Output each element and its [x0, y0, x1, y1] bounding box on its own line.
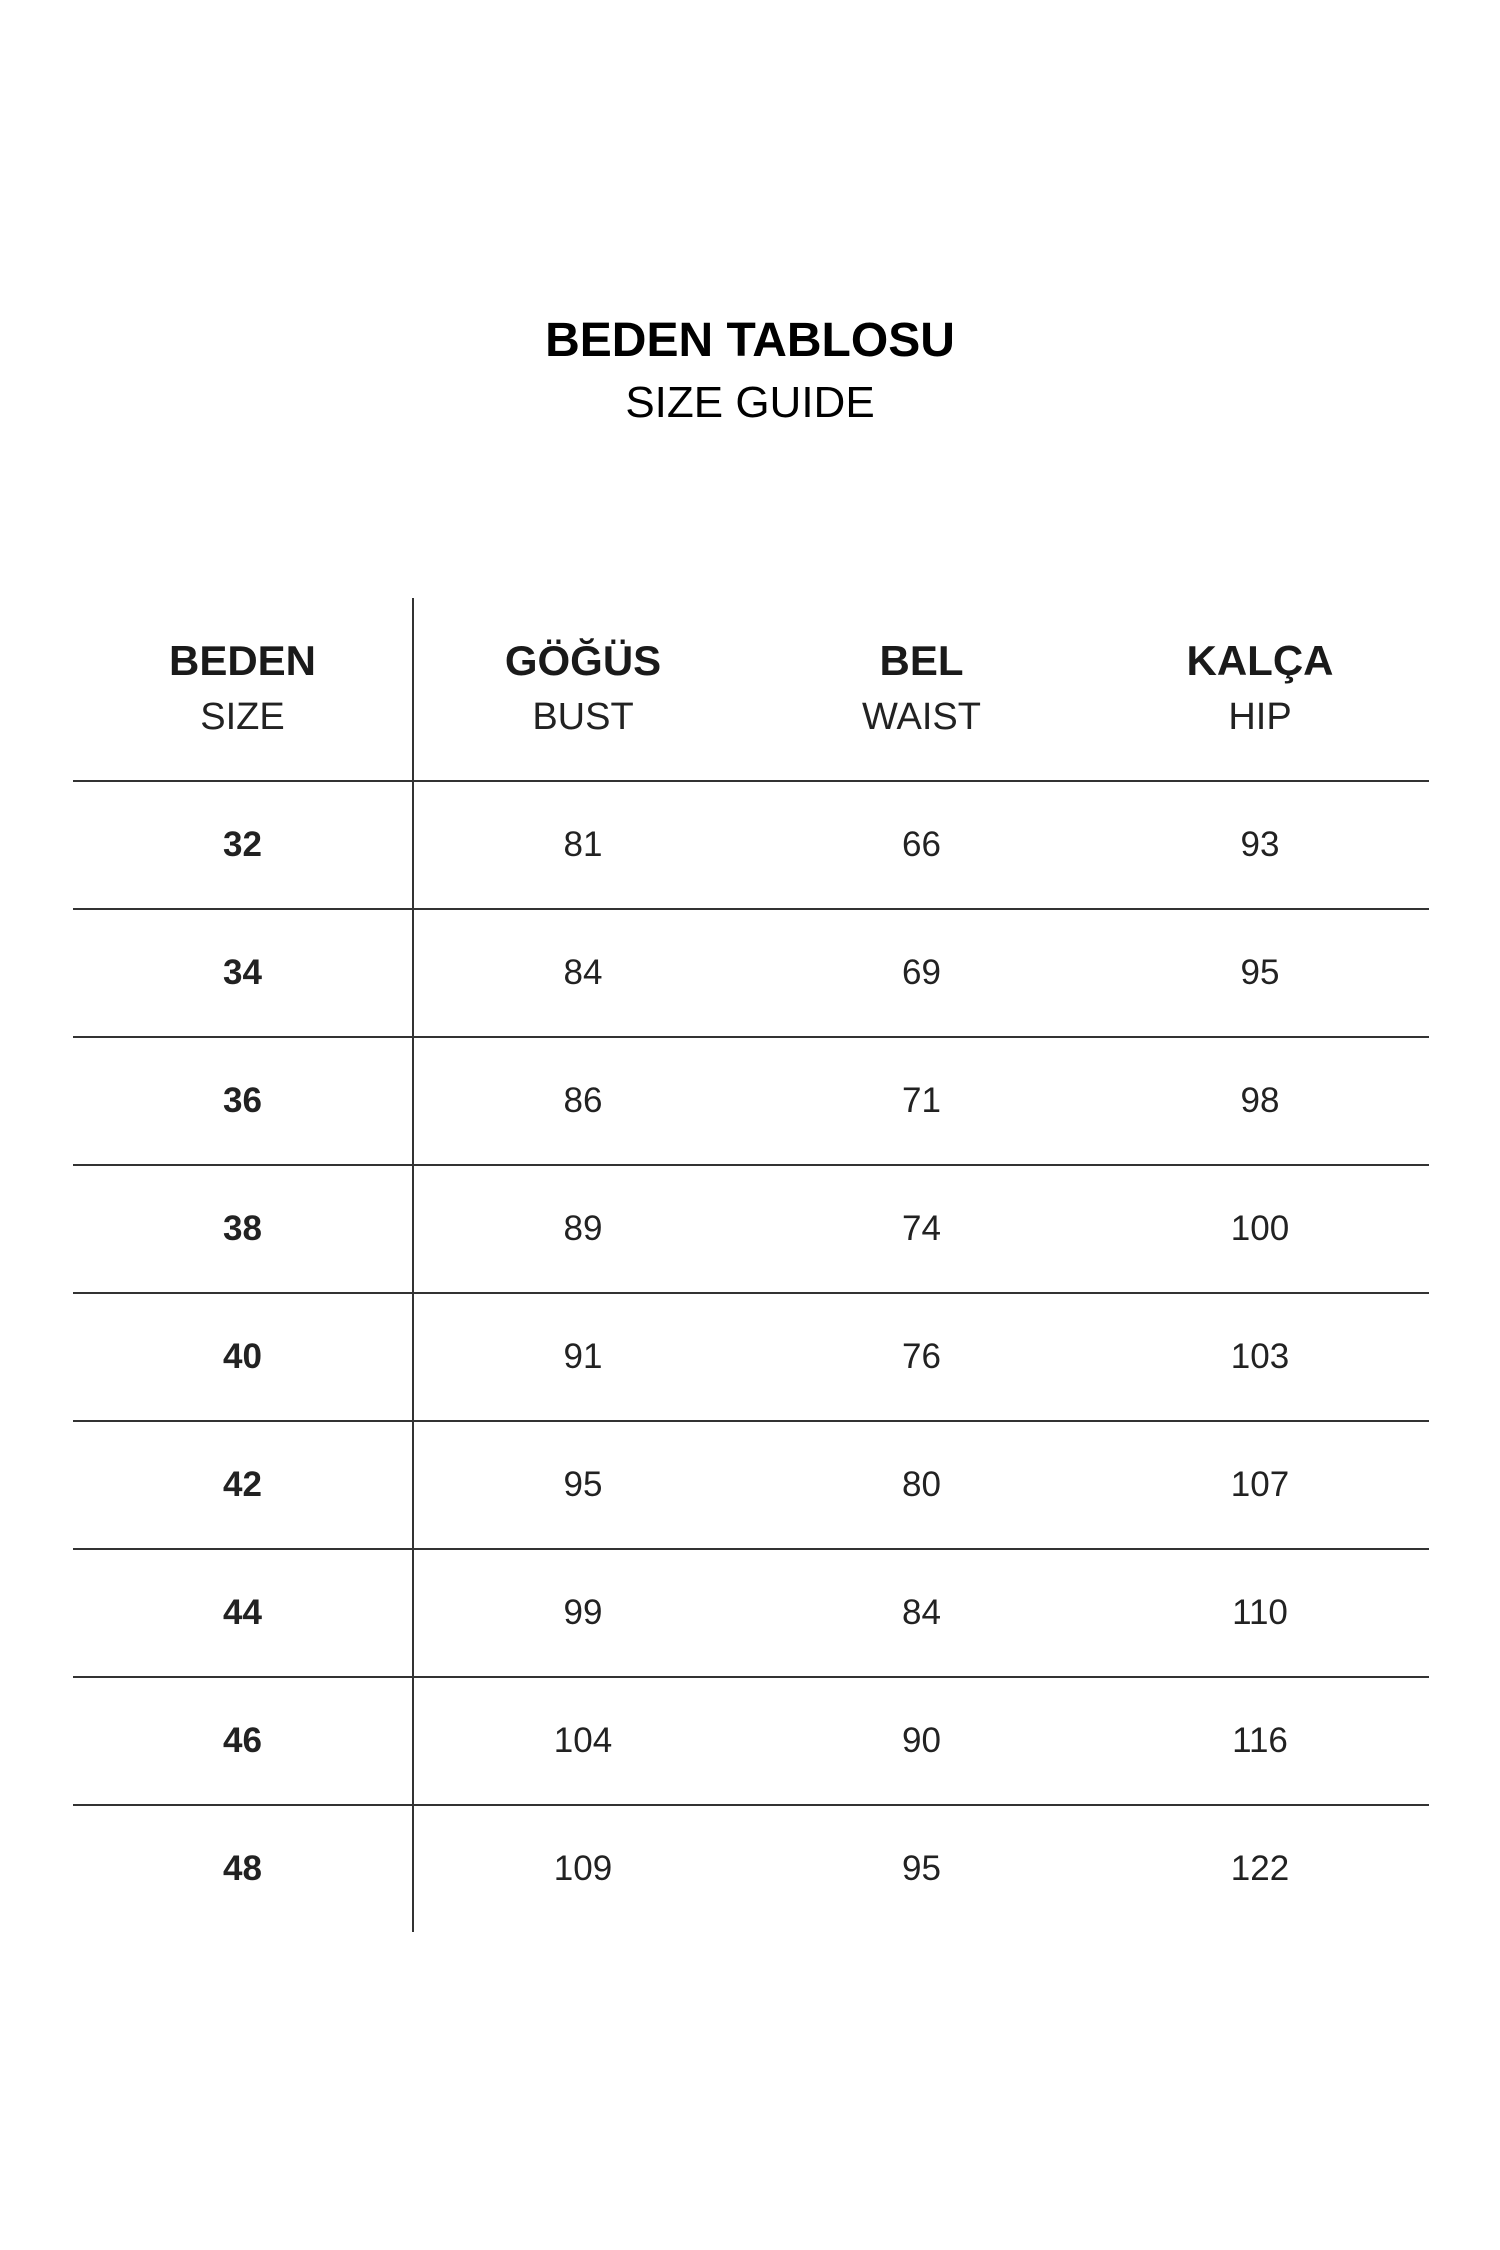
size-table-container [73, 598, 1429, 1932]
size-cell: 48 [73, 1805, 413, 1932]
header-bust-tr: GÖĞÜS [504, 637, 662, 684]
waist-cell: 90 [752, 1677, 1091, 1805]
bust-cell: 81 [413, 781, 752, 909]
header-waist-en: WAIST [862, 696, 981, 738]
table-row [73, 909, 1429, 1037]
bust-cell: 91 [413, 1293, 752, 1421]
table-row [73, 1421, 1429, 1549]
table-row [73, 1293, 1429, 1421]
size-cell: 36 [73, 1037, 413, 1165]
bust-cell: 84 [413, 909, 752, 1037]
hip-cell: 100 [1091, 1165, 1429, 1293]
header-waist-tr: BEL [879, 637, 964, 684]
table-row [73, 1677, 1429, 1805]
size-cell: 40 [73, 1293, 413, 1421]
header-hip-tr: KALÇA [1186, 637, 1334, 684]
hip-cell: 110 [1091, 1549, 1429, 1677]
header-bust [413, 598, 752, 781]
bust-cell: 99 [413, 1549, 752, 1677]
bust-cell: 89 [413, 1165, 752, 1293]
bust-cell: 104 [413, 1677, 752, 1805]
table-row [73, 1165, 1429, 1293]
size-cell: 32 [73, 781, 413, 909]
size-cell: 38 [73, 1165, 413, 1293]
page-heading [0, 310, 1500, 434]
table-header-row [73, 598, 1429, 781]
size-cell: 42 [73, 1421, 413, 1549]
table-row [73, 781, 1429, 909]
size-cell: 34 [73, 909, 413, 1037]
waist-cell: 66 [752, 781, 1091, 909]
header-size [73, 598, 413, 781]
bust-cell: 95 [413, 1421, 752, 1549]
waist-cell: 71 [752, 1037, 1091, 1165]
bust-cell: 86 [413, 1037, 752, 1165]
header-hip-en: HIP [1228, 696, 1292, 738]
table-row [73, 1549, 1429, 1677]
waist-cell: 95 [902, 1849, 941, 1888]
size-cell: 46 [73, 1677, 413, 1805]
hip-cell: 116 [1091, 1677, 1429, 1805]
hip-cell: 122 [1230, 1849, 1290, 1888]
waist-cell: 69 [752, 909, 1091, 1037]
hip-cell: 107 [1091, 1421, 1429, 1549]
table-row [73, 1037, 1429, 1165]
header-size-tr: BEDEN [168, 637, 317, 684]
page-subtitle: SIZE GUIDE [625, 378, 875, 427]
header-bust-en: BUST [532, 696, 634, 738]
header-waist [752, 598, 1091, 781]
waist-cell: 84 [752, 1549, 1091, 1677]
hip-cell: 95 [1091, 909, 1429, 1037]
table-row [73, 1805, 1429, 1932]
hip-cell: 103 [1091, 1293, 1429, 1421]
hip-cell: 98 [1091, 1037, 1429, 1165]
bust-cell: 109 [553, 1849, 613, 1888]
size-table [73, 598, 1429, 1932]
waist-cell: 74 [752, 1165, 1091, 1293]
header-size-en: SIZE [200, 696, 285, 738]
page-title: BEDEN TABLOSU [545, 314, 955, 367]
waist-cell: 76 [752, 1293, 1091, 1421]
waist-cell: 80 [752, 1421, 1091, 1549]
size-cell: 44 [73, 1549, 413, 1677]
hip-cell: 93 [1091, 781, 1429, 909]
header-hip [1091, 598, 1429, 781]
